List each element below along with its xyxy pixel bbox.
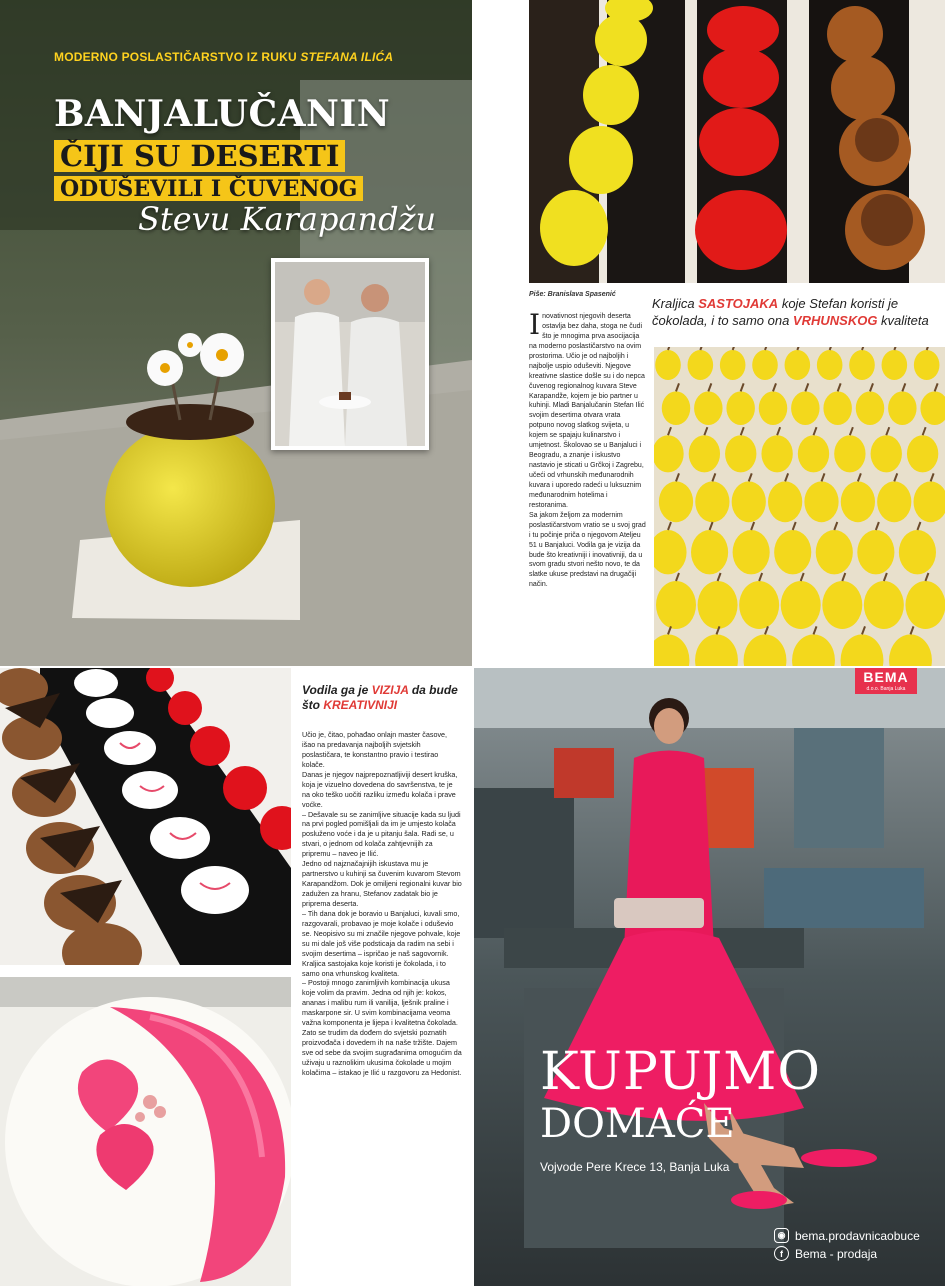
ad-headline-1: KUPUJMO — [540, 1042, 822, 1102]
pull-quote-chocolate: Kraljica SASTOJAKA koje Stefan koristi je čokolada, i to samo ona VRHUNSKOG kvaliteta — [652, 296, 929, 328]
headline-line-2: ČIJI SU DESERTI — [54, 140, 345, 172]
inset-photo-chefs — [271, 258, 429, 450]
instagram-icon: ◉ — [774, 1228, 789, 1243]
photo-pears-hearts-tray — [529, 0, 945, 283]
headline-line-1: BANJALUČANIN — [54, 93, 391, 135]
drop-cap: I — [529, 308, 541, 341]
advertisement-photo-factory — [474, 668, 945, 1286]
article-kicker: MODERNO POSLASTIČARSTVO IZ RUKU STEFANA ILIĆA — [54, 50, 394, 64]
ad-address: Vojvode Pere Krece 13, Banja Luka — [540, 1160, 730, 1174]
bema-logo: BEMA d.o.o. Banja Luka — [855, 668, 917, 694]
headline-script: Stevu Karapandžu — [138, 200, 437, 238]
ad-instagram[interactable]: ◉ bema.prodavnicaobuce — [774, 1228, 920, 1243]
pull-quote-vision: Vodila ga je VIZIJA da bude što KREATIVNIJI — [302, 683, 458, 712]
author-credit: Piše: Branislava Spasenić — [529, 291, 616, 298]
photo-cherry-desserts-tray — [0, 668, 291, 965]
facebook-icon: f — [774, 1246, 789, 1261]
photo-pear-desserts-rows — [654, 347, 945, 666]
photo-pink-white-cake — [0, 977, 291, 1286]
article-body-column-1: Inovativnost njegovih deserta ostavlja bez daha, stoga ne čudi što je mnogima prva asocijacija na moderno poslastičarstvo na ovim prostorima. Učio je od najboljih i najbolje uspio oduševiti. Njegove kreativne slastice došle su i do nepca čuvenog regionalnog kuvara Steve Karapandže, kojem je bio partner u kuhinji. Mladi Banjalučanin Stefan Ilić svojim desertima otvara vrata potpuno novog slatkog svijeta, u kojem se spajaju kulinarstvo i umjetnost. Školovao se u Banjaluci i Beogradu, a znanje i iskustvo nastavio je sticati u Grčkoj i Zagrebu, učeći od vrhunskih međunarodnih kuvara i uporedo radeći u luksuznim međunarodnim hotelima i restoranima. Sa jakom željom za modernim poslastičarstvom vratio se u svoj grad i tu počinje priča o njegovom Ateljeu 51 u Banjaluci. Vodila ga je vizija da bude što kreativniji i inovativniji, da u svom gradu stvori nešto novo, te da slatke ukuse predstavi na drugačiji način. — [529, 308, 646, 589]
headline-line-3: ODUŠEVILI I ČUVENOG — [54, 176, 363, 201]
ad-facebook[interactable]: f Bema - prodaja — [774, 1246, 877, 1261]
article-body-column-2: Učio je, čitao, pohađao onlajn master časove, išao na predavanja najboljih svjetskih poslastičara, te konstantno pravio i testirao kolače. Danas je njegov najprepoznatljiviji desert kruška, koja je vizuelno dovedena do savršenstva, te je na oko teško uočiti razliku između kolača i prave voćke. – Dešavale su se zanimljive situacije kada su ljudi na prvi pogled pomišljali da im je umjesto kolača posluženo voće i da je u pitanju šala. Radi se, u stvari, o jednom od kolača zahtjevnijih za pripremu – naveo je Ilić. Jedno od najznačajnijih iskustava mu je partnerstvo u kuhinji sa čuvenim kuvarom Stevom Karapandžom. Dok je omiljeni regionalni kuvar bio zadužen za hranu, Stefanov zadatak bio je priprema deserta. – Tih dana dok je boravio u Banjaluci, kuvali smo, razgovarali, probavao je moje kolače i oduševio se. Neopisivo su mi značile njegove pohvale, koje su mi dale još više podsticaja da radim na sebi i svojim desertima – ispričao je naš sagovornik. Kraljica sastojaka koje koristi je čokolada, i to samo ona vrhunskog kvaliteta. – Postoji mnogo zanimljivih kombinacija ukusa koje volim da pravim. Jedna od njih je: kokos, ananas i malibu rum ili vanilija, lješnik praline i maskarpone sir. U svim kombinacijama veoma važna komponenta je lijepa i kvalitetna čokolada. Zato se trudim da dođem do svjetski poznatih proizvođača i dovedem ih na naše tržište. Dajem sve od sebe da svojim sugrađanima omogućim da uživaju u raznolikim ukusima čokolade u mojim kolačima – istakao je Ilić u razgovoru za Hedonist. — [302, 730, 462, 1077]
ad-headline-2: DOMAĆE — [540, 1101, 735, 1147]
